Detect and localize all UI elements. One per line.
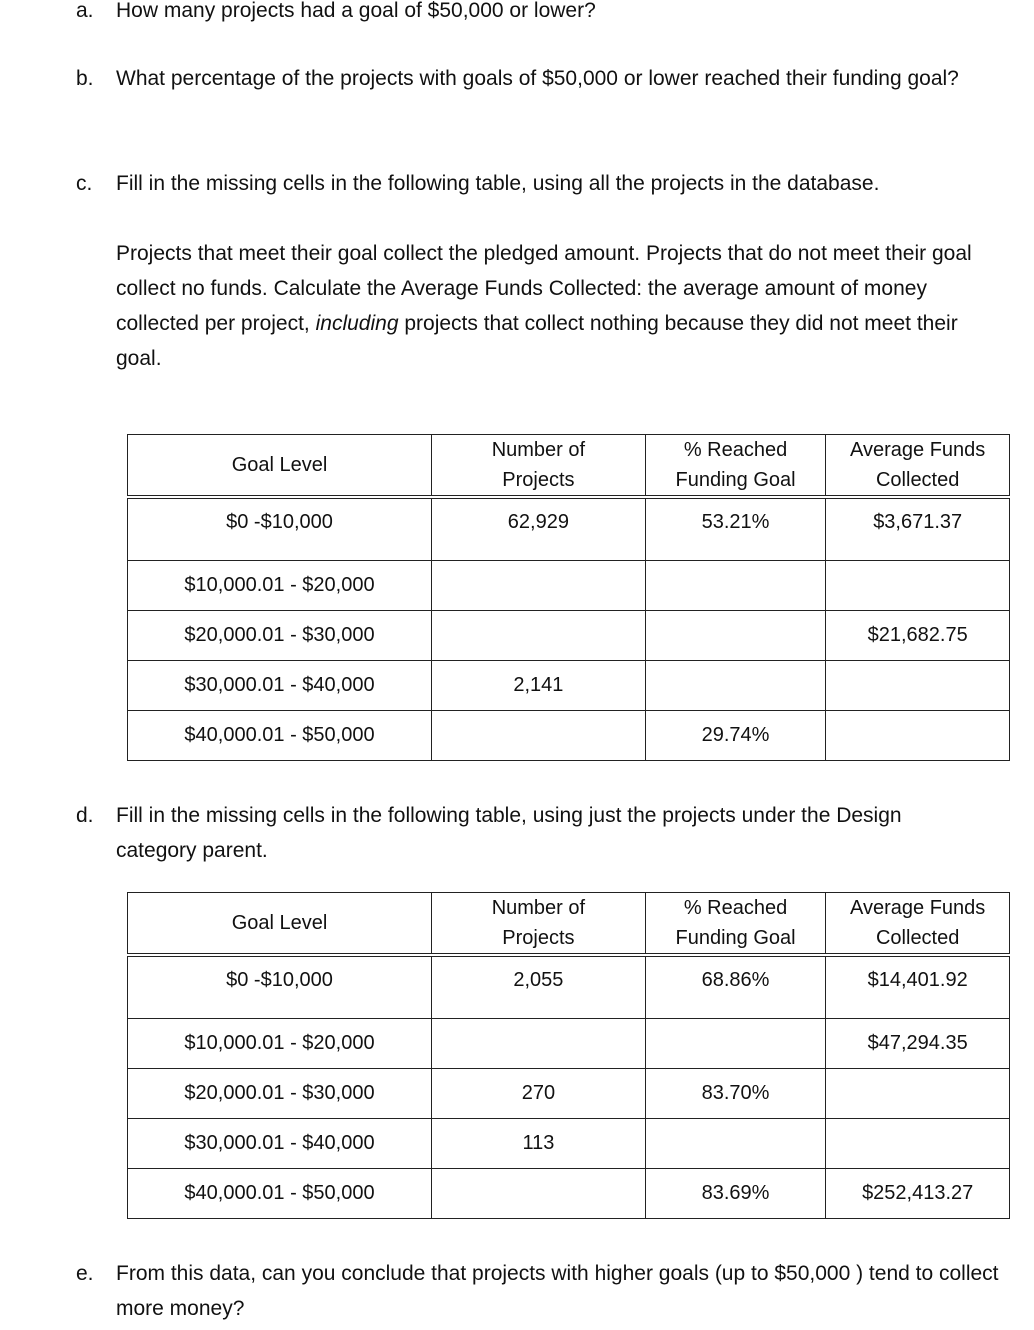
project-count-cell[interactable] — [432, 611, 646, 661]
project-count-cell[interactable] — [432, 711, 646, 761]
pct-reached-cell[interactable]: 29.74% — [645, 711, 826, 761]
avg-funds-cell[interactable] — [826, 661, 1010, 711]
header-avg-funds: Average Funds Collected — [826, 893, 1010, 956]
table-row — [128, 711, 1010, 761]
question-d-text: Fill in the missing cells in the following table, using just the projects under the Design category parent. — [116, 804, 902, 862]
avg-funds-cell[interactable]: $14,401.92 — [826, 955, 1010, 1019]
question-a-label: a. — [76, 0, 94, 22]
pct-reached-cell[interactable]: 83.69% — [645, 1169, 826, 1219]
goal-level-cell: $0 -$10,000 — [128, 497, 432, 561]
table-row — [128, 561, 1010, 611]
goal-level-cell: $20,000.01 - $30,000 — [128, 1069, 432, 1119]
project-count-cell[interactable] — [432, 1019, 646, 1069]
question-a-text: How many projects had a goal of $50,000 or lower? — [116, 0, 596, 22]
avg-funds-cell[interactable]: $3,671.37 — [826, 497, 1010, 561]
table-row — [128, 1119, 1010, 1169]
project-count-cell[interactable]: 113 — [432, 1119, 646, 1169]
table-row — [128, 1169, 1010, 1219]
pct-reached-cell[interactable] — [645, 561, 826, 611]
table-row — [128, 1019, 1010, 1069]
question-c-instructions — [116, 236, 1006, 376]
question-c-text: Fill in the missing cells in the following table, using all the projects in the database. — [116, 172, 880, 195]
goal-level-cell: $10,000.01 - $20,000 — [128, 1019, 432, 1069]
instructions-part-2: projects that collect nothing because they did not meet their goal. — [116, 312, 958, 370]
header-number-of-projects: Number of Projects — [432, 435, 646, 498]
avg-funds-cell[interactable]: $252,413.27 — [826, 1169, 1010, 1219]
goal-level-cell: $10,000.01 - $20,000 — [128, 561, 432, 611]
header-number-of-projects: Number of Projects — [432, 893, 646, 956]
header-pct-reached: % Reached Funding Goal — [645, 893, 826, 956]
header-goal-level: Goal Level — [128, 893, 432, 956]
project-count-cell[interactable]: 2,055 — [432, 955, 646, 1019]
table-row — [128, 661, 1010, 711]
goal-level-cell: $30,000.01 - $40,000 — [128, 661, 432, 711]
pct-reached-cell[interactable]: 53.21% — [645, 497, 826, 561]
goal-level-cell: $20,000.01 - $30,000 — [128, 611, 432, 661]
table-row — [128, 1069, 1010, 1119]
project-count-cell[interactable]: 2,141 — [432, 661, 646, 711]
goal-level-cell: $0 -$10,000 — [128, 955, 432, 1019]
table-design-projects — [127, 892, 1010, 1219]
question-b-text: What percentage of the projects with goals of $50,000 or lower reached their funding goal? — [116, 67, 959, 90]
avg-funds-cell[interactable] — [826, 1069, 1010, 1119]
header-avg-funds: Average Funds Collected — [826, 435, 1010, 498]
pct-reached-cell[interactable] — [645, 1119, 826, 1169]
avg-funds-cell[interactable]: $21,682.75 — [826, 611, 1010, 661]
pct-reached-cell[interactable] — [645, 661, 826, 711]
project-count-cell[interactable] — [432, 1169, 646, 1219]
goal-level-cell: $40,000.01 - $50,000 — [128, 1169, 432, 1219]
avg-funds-cell[interactable] — [826, 711, 1010, 761]
table-row — [128, 497, 1010, 561]
header-goal-level: Goal Level — [128, 435, 432, 498]
question-e-label: e. — [76, 1262, 94, 1285]
table-row — [128, 611, 1010, 661]
project-count-cell[interactable]: 270 — [432, 1069, 646, 1119]
avg-funds-cell[interactable] — [826, 561, 1010, 611]
project-count-cell[interactable]: 62,929 — [432, 497, 646, 561]
avg-funds-cell[interactable]: $47,294.35 — [826, 1019, 1010, 1069]
header-pct-reached: % Reached Funding Goal — [645, 435, 826, 498]
question-d-label: d. — [76, 804, 94, 827]
question-c-label: c. — [76, 172, 93, 195]
table-all-projects — [127, 434, 1010, 761]
table-header-row — [128, 893, 1010, 956]
goal-level-cell: $30,000.01 - $40,000 — [128, 1119, 432, 1169]
project-count-cell[interactable] — [432, 561, 646, 611]
goal-level-cell: $40,000.01 - $50,000 — [128, 711, 432, 761]
pct-reached-cell[interactable] — [645, 1019, 826, 1069]
table-header-row — [128, 435, 1010, 498]
pct-reached-cell[interactable]: 83.70% — [645, 1069, 826, 1119]
pct-reached-cell[interactable]: 68.86% — [645, 955, 826, 1019]
question-b-label: b. — [76, 67, 94, 90]
instructions-part-1: Projects that meet their goal collect the pledged amount. Projects that do not meet their goal collect no funds. Calculate the Average Funds Collected: the average amount of money collected per project, — [116, 242, 972, 335]
avg-funds-cell[interactable] — [826, 1119, 1010, 1169]
question-e-text: From this data, can you conclude that projects with higher goals (up to $50,000 ) tend to collect more money? — [116, 1262, 999, 1320]
table-row — [128, 955, 1010, 1019]
pct-reached-cell[interactable] — [645, 611, 826, 661]
instructions-emphasis: including — [315, 312, 399, 335]
